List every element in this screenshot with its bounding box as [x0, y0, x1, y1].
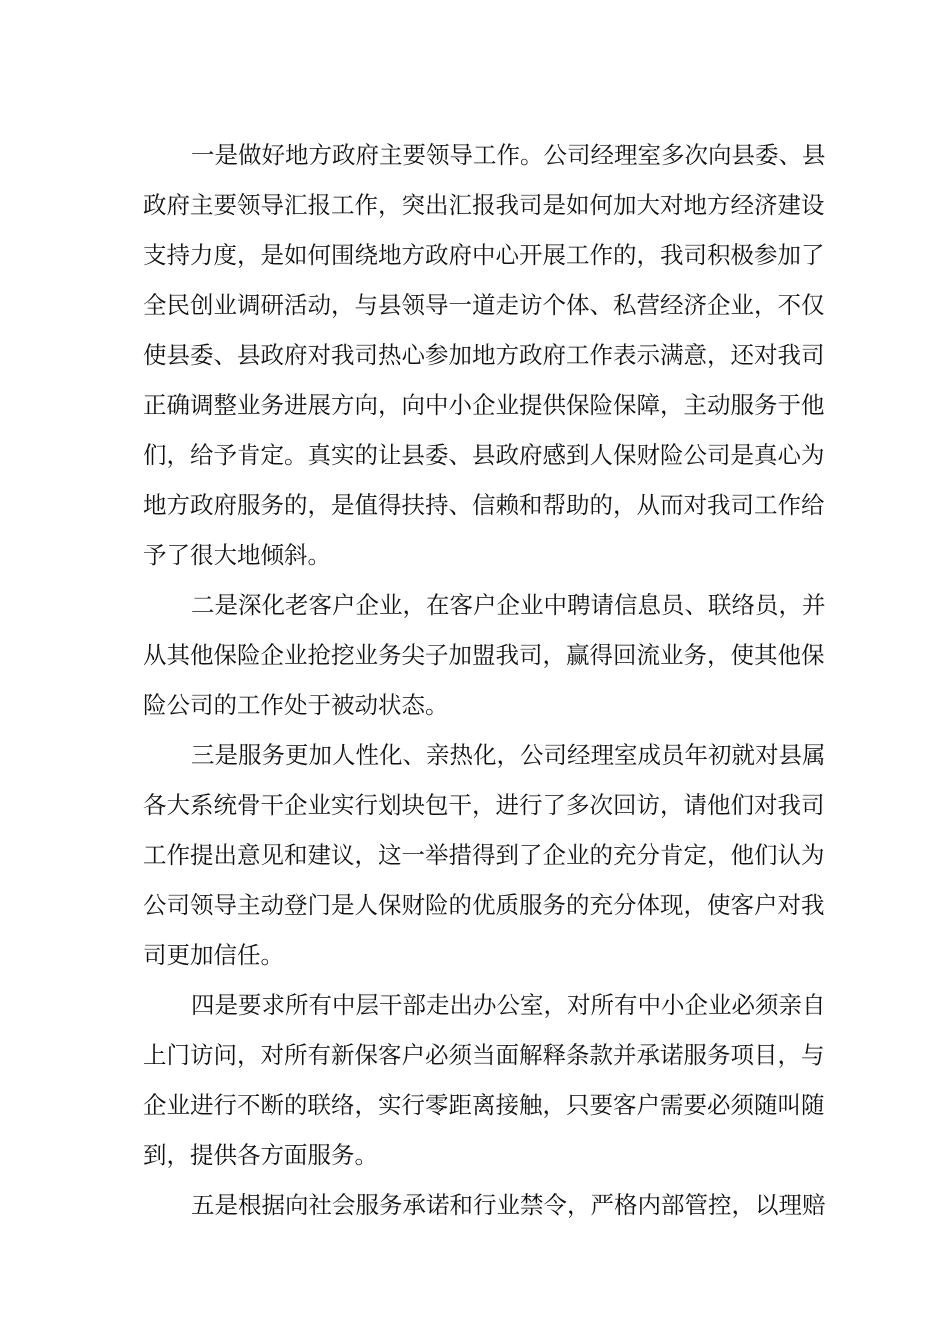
paragraph-4 — [143, 980, 826, 1180]
paragraph-2 — [143, 580, 826, 730]
text-line: 险公司的工作处于被动状态。 — [143, 691, 449, 719]
text-line: 三是服务更加人性化、亲热化，公司经理室成员年初就对县属 — [191, 741, 826, 769]
text-line: 全民创业调研活动，与县领导一道走访个体、私营经济企业，不仅 — [143, 291, 825, 319]
document-body — [143, 130, 826, 1230]
text-line: 二是深化老客户企业，在客户企业中聘请信息员、联络员，并 — [191, 591, 826, 619]
paragraph-3 — [143, 730, 826, 980]
text-line: 正确调整业务进展方向，向中小企业提供保险保障，主动服务于他 — [143, 391, 825, 419]
text-line: 企业进行不断的联络，实行零距离接触，只要客户需要必须随叫随 — [143, 1091, 825, 1119]
text-line: 各大系统骨干企业实行划块包干，进行了多次回访，请他们对我司 — [143, 791, 825, 819]
text-line: 到，提供各方面服务。 — [143, 1141, 378, 1169]
text-line: 一是做好地方政府主要领导工作。公司经理室多次向县委、县 — [191, 141, 826, 169]
paragraph-5 — [143, 1180, 826, 1230]
text-line: 四是要求所有中层干部走出办公室，对所有中小企业必须亲自 — [191, 991, 826, 1019]
text-line: 工作提出意见和建议，这一举措得到了企业的充分肯定，他们认为 — [143, 841, 825, 869]
text-line: 从其他保险企业抢挖业务尖子加盟我司，赢得回流业务，使其他保 — [143, 641, 825, 669]
text-line: 上门访问，对所有新保客户必须当面解释条款并承诺服务项目，与 — [143, 1041, 825, 1069]
paragraph-1 — [143, 130, 826, 580]
text-line: 使县委、县政府对我司热心参加地方政府工作表示满意，还对我司 — [143, 341, 825, 369]
text-line: 支持力度，是如何围绕地方政府中心开展工作的，我司积极参加了 — [143, 241, 825, 269]
text-line: 予了很大地倾斜。 — [143, 541, 331, 569]
text-line: 地方政府服务的，是值得扶持、信赖和帮助的，从而对我司工作给 — [143, 491, 825, 519]
text-line: 公司领导主动登门是人保财险的优质服务的充分体现，使客户对我 — [143, 891, 825, 919]
text-line: 司更加信任。 — [143, 941, 284, 969]
text-line: 五是根据向社会服务承诺和行业禁令，严格内部管控，以理赔 — [191, 1191, 826, 1219]
text-line: 政府主要领导汇报工作，突出汇报我司是如何加大对地方经济建设 — [143, 191, 825, 219]
text-line: 们，给予肯定。真实的让县委、县政府感到人保财险公司是真心为 — [143, 441, 825, 469]
